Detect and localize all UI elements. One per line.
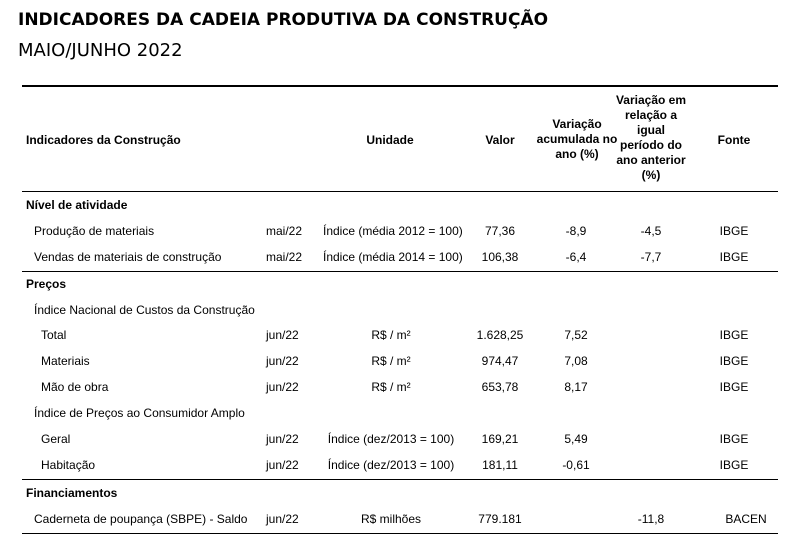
row-unit: Índice (dez/2013 = 100) (327, 432, 455, 446)
row-source: IBGE (719, 354, 749, 368)
subsection-incc: Índice Nacional de Custos da Construção (34, 303, 255, 317)
row-source: IBGE (719, 432, 749, 446)
page-subtitle: MAIO/JUNHO 2022 (18, 40, 183, 61)
header-indicador: Indicadores da Construção (26, 133, 181, 147)
subsection-ipca: Índice de Preços ao Consumidor Amplo (34, 406, 245, 420)
row-var-period: -4,5 (640, 224, 662, 238)
row-unit: R$ / m² (371, 380, 411, 394)
section-financiamentos: Financiamentos (26, 486, 118, 500)
row-period: mai/22 (266, 250, 303, 264)
row-source: BACEN (725, 512, 767, 526)
row-name: Total (41, 328, 67, 342)
row-var-period: -11,8 (637, 512, 665, 526)
header-unidade: Unidade (366, 133, 414, 147)
row-var-year: -6,4 (565, 250, 587, 264)
row-period: mai/22 (266, 224, 303, 238)
row-value: 779.181 (478, 512, 522, 526)
header-valor: Valor (485, 133, 515, 147)
row-var-year: 8,17 (564, 380, 588, 394)
table-top-rule (22, 85, 778, 87)
section-divider (22, 479, 778, 480)
header-variacao-periodo: Variação em relação a igual período do ano anterior (%) (615, 93, 687, 182)
row-value: 1.628,25 (476, 328, 524, 342)
row-value: 974,47 (481, 354, 519, 368)
table-bottom-rule (22, 533, 778, 534)
row-value: 169,21 (481, 432, 519, 446)
row-var-year: -0,61 (562, 458, 590, 472)
row-name: Habitação (41, 458, 96, 472)
page-title: INDICADORES DA CADEIA PRODUTIVA DA CONSTRUÇÃO (18, 10, 549, 30)
row-name: Vendas de materiais de construção (34, 250, 222, 264)
row-var-period: -7,7 (640, 250, 662, 264)
row-name: Produção de materiais (34, 224, 155, 238)
row-period: jun/22 (266, 512, 299, 526)
row-var-year: 7,08 (564, 354, 588, 368)
row-name: Materiais (41, 354, 90, 368)
section-nivel-atividade: Nível de atividade (26, 198, 128, 212)
row-source: IBGE (719, 328, 749, 342)
section-precos: Preços (26, 277, 67, 291)
row-period: jun/22 (266, 380, 299, 394)
row-value: 653,78 (481, 380, 519, 394)
row-period: jun/22 (266, 328, 299, 342)
row-unit: R$ / m² (371, 354, 411, 368)
row-var-year: 5,49 (564, 432, 588, 446)
row-name: Mão de obra (41, 380, 109, 394)
row-source: IBGE (719, 250, 749, 264)
row-period: jun/22 (266, 458, 299, 472)
row-unit: R$ / m² (371, 328, 411, 342)
row-value: 77,36 (484, 224, 516, 238)
row-source: IBGE (719, 224, 749, 238)
row-unit: Índice (média 2012 = 100) (323, 224, 463, 238)
header-fonte: Fonte (717, 133, 751, 147)
row-var-year: -8,9 (565, 224, 587, 238)
row-period: jun/22 (266, 432, 299, 446)
row-value: 181,11 (482, 458, 518, 472)
header-variacao-ano: Variação acumulada no ano (%) (536, 117, 618, 161)
section-divider (22, 271, 778, 272)
row-unit: R$ milhões (360, 512, 422, 526)
header-bottom-rule (22, 191, 778, 192)
row-unit: Índice (dez/2013 = 100) (327, 458, 455, 472)
row-name: Caderneta de poupança (SBPE) - Saldo (34, 512, 248, 526)
row-name: Geral (41, 432, 71, 446)
row-var-year: 7,52 (564, 328, 588, 342)
row-period: jun/22 (266, 354, 299, 368)
row-source: IBGE (719, 458, 749, 472)
row-source: IBGE (719, 380, 749, 394)
row-unit: Índice (média 2014 = 100) (323, 250, 463, 264)
row-value: 106,38 (481, 250, 519, 264)
